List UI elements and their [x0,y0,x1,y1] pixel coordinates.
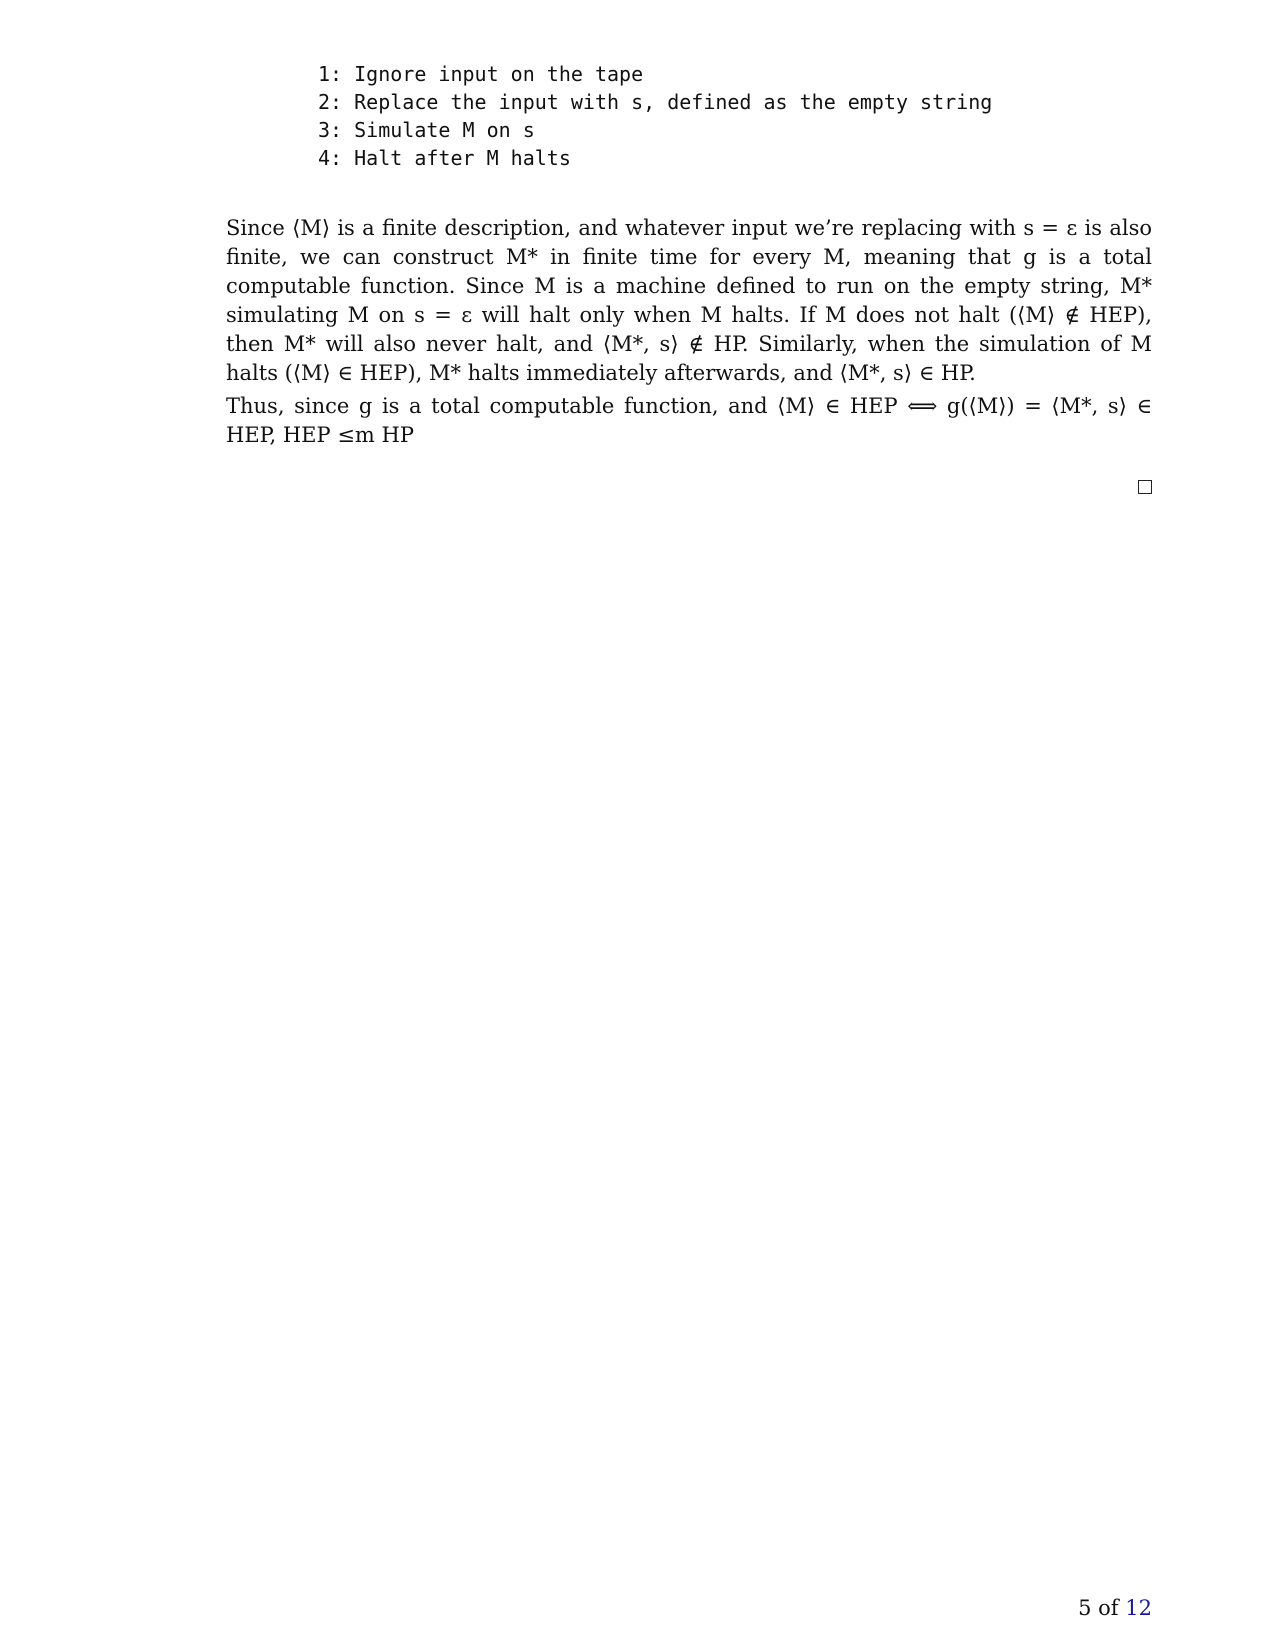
page-number [1078,1596,1152,1620]
proof-body [226,214,1152,454]
algorithm-listing [318,60,992,172]
algorithm-line-3: 3: Simulate M on s [318,118,535,142]
qed-square-icon [1138,480,1152,494]
algorithm-line-1: 1: Ignore input on the tape [318,62,644,86]
page-of-label: of [1098,1596,1119,1620]
page-current: 5 [1078,1596,1092,1620]
proof-paragraph-2: Thus, since g is a total computable function, and ⟨M⟩ ∈ HEP ⟺ g(⟨M⟩) = ⟨M*, s⟩ ∈ HEP, HEP ≤m HP [226,394,1152,447]
algorithm-line-2: 2: Replace the input with s, defined as the empty string [318,90,993,114]
page-total-link[interactable]: 12 [1125,1596,1152,1620]
algorithm-line-4: 4: Halt after M halts [318,146,571,170]
proof-paragraph-1: Since ⟨M⟩ is a finite description, and whatever input we’re replacing with s = ε is also finite, we can construct M* in finite time for every M, meaning that g is a total computable function. Since M is a machine defined to run on the empty string, M* simulating M on s = ε will halt only when M halts. If M does not halt (⟨M⟩ ∉ HEP), then M* will also never halt, and ⟨M*, s⟩ ∉ HP. Similarly, when the simulation of M halts (⟨M⟩ ∈ HEP), M* halts immediately afterwards, and ⟨M*, s⟩ ∈ HP. [226,216,1152,385]
